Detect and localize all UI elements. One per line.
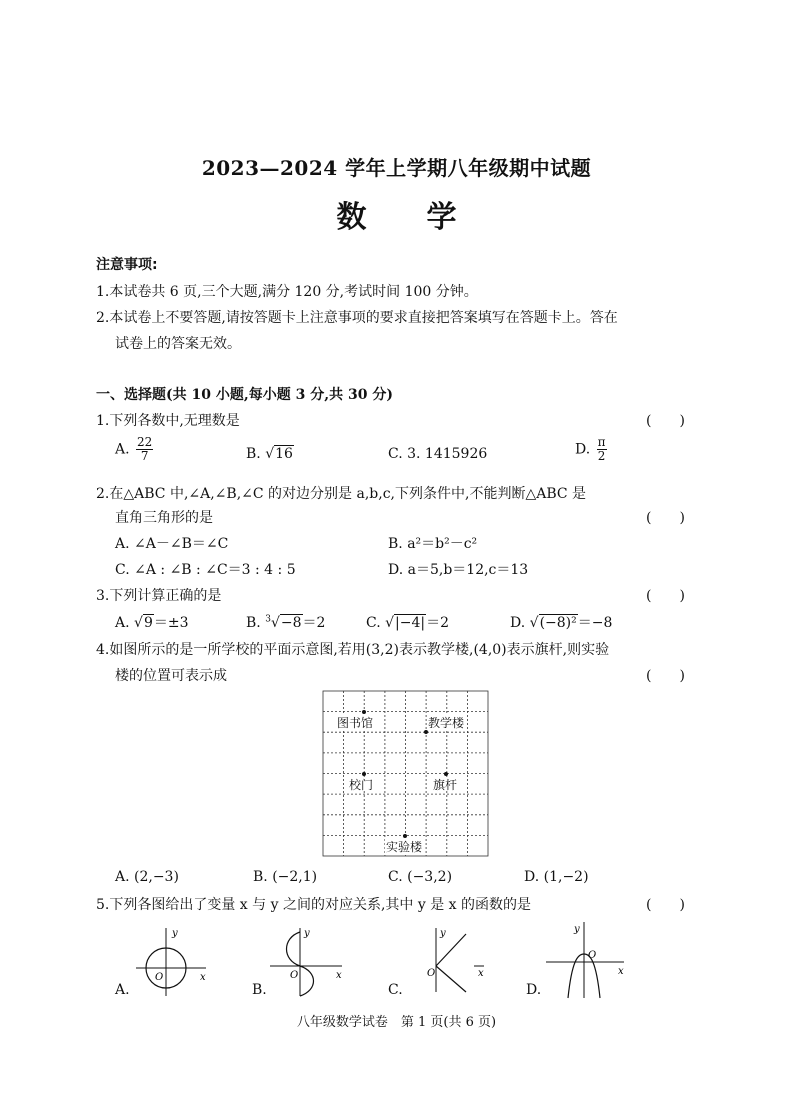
q5-graph-b bbox=[268, 926, 348, 998]
notes-heading: 注意事项: bbox=[96, 257, 158, 273]
graph-c-x-label: x bbox=[478, 968, 484, 979]
graph-b-origin: O bbox=[290, 970, 299, 981]
q3-b-result: ＝2 bbox=[302, 615, 326, 631]
q1-option-d bbox=[575, 436, 607, 463]
q1-a-label: A. bbox=[115, 441, 130, 458]
graph-d-y-label: y bbox=[574, 924, 580, 935]
graph-c-origin: O bbox=[427, 968, 436, 979]
q3-c-result: ＝2 bbox=[426, 615, 450, 631]
map-label-teaching: 教学楼 bbox=[428, 716, 465, 730]
question-2-stem-cont: 直角三角形的是 bbox=[115, 510, 213, 526]
question-1-stem: 1.下列各数中,无理数是 bbox=[96, 413, 240, 429]
graph-d-origin: O bbox=[588, 950, 597, 961]
answer-paren-3: ( ) bbox=[646, 588, 685, 604]
q2-option-b: B. a²＝b²－c² bbox=[388, 536, 478, 552]
exam-subject: 数学 bbox=[336, 200, 517, 235]
answer-paren-1: ( ) bbox=[646, 413, 685, 429]
sqrt-icon: √ bbox=[265, 446, 275, 462]
map-label-flagpole: 旗杆 bbox=[433, 778, 458, 792]
q1-d-label: D. bbox=[575, 441, 591, 458]
q2-option-d: D. a＝5,b＝12,c＝13 bbox=[388, 562, 529, 578]
teaching-point bbox=[424, 730, 428, 734]
q1-option-b bbox=[246, 446, 294, 462]
q3-d-result: ＝−8 bbox=[577, 615, 613, 631]
graph-b-x-label: x bbox=[336, 970, 342, 981]
q3-d-radicand: (−8)² bbox=[539, 615, 577, 631]
q3-option-b bbox=[246, 612, 325, 632]
question-4-stem: 4.如图所示的是一所学校的平面示意图,若用(3,2)表示教学楼,(4,0)表示旗杆,则实验 bbox=[96, 642, 610, 658]
q1-d-denominator: 2 bbox=[597, 449, 606, 463]
q1-a-numerator: 22 bbox=[137, 435, 153, 449]
answer-paren-5: ( ) bbox=[646, 897, 685, 913]
graph-c-y-label: y bbox=[440, 928, 446, 939]
q4-option-a: A. (2,−3) bbox=[115, 869, 179, 885]
q5-option-d: D. bbox=[526, 982, 542, 998]
q3-a-label: A. bbox=[115, 615, 130, 631]
note-item-2-cont: 试卷上的答案无效。 bbox=[115, 336, 241, 352]
sqrt-icon: √ bbox=[134, 615, 143, 631]
q3-b-index: 3 bbox=[265, 614, 271, 625]
question-3-stem: 3.下列计算正确的是 bbox=[96, 588, 222, 604]
sqrt-icon: √ bbox=[270, 615, 280, 631]
q3-c-radicand: |−4| bbox=[395, 615, 426, 631]
graph-d-x-label: x bbox=[618, 966, 624, 977]
q3-b-radicand: −8 bbox=[280, 615, 302, 631]
note-item-2: 2.本试卷上不要答题,请按答题卡上注意事项的要求直接把答案填写在答题卡上。答在 bbox=[96, 310, 618, 326]
q5-option-c: C. bbox=[388, 982, 403, 998]
question-5-stem: 5.下列各图给出了变量 x 与 y 之间的对应关系,其中 y 是 x 的函数的是 bbox=[96, 897, 532, 913]
section-heading: 一、选择题(共 10 小题,每小题 3 分,共 30 分) bbox=[96, 387, 393, 403]
q5-graph-d bbox=[544, 920, 630, 1000]
question-4-stem-cont: 楼的位置可表示成 bbox=[115, 668, 227, 684]
note-item-1: 1.本试卷共 6 页,三个大题,满分 120 分,考试时间 100 分钟。 bbox=[96, 284, 478, 300]
q5-option-b: B. bbox=[252, 982, 267, 998]
exam-title: 2023—2024 学年上学期八年级期中试题 bbox=[201, 156, 592, 180]
q3-a-result: ＝±3 bbox=[153, 615, 189, 631]
q1-b-label: B. bbox=[246, 446, 261, 462]
q3-option-d bbox=[510, 612, 612, 632]
flagpole-point bbox=[444, 772, 448, 776]
library-point bbox=[362, 710, 366, 714]
lab-point bbox=[403, 834, 407, 838]
graph-a-origin: O bbox=[155, 972, 164, 983]
q1-d-numerator: π bbox=[597, 435, 606, 449]
q3-a-radicand: 9 bbox=[143, 615, 153, 631]
q3-d-label: D. bbox=[510, 615, 526, 631]
q5-option-a: A. bbox=[115, 982, 130, 998]
q3-b-label: B. bbox=[246, 615, 261, 631]
map-label-gate: 校门 bbox=[349, 778, 374, 792]
graph-a-x-label: x bbox=[200, 972, 206, 983]
graph-b-y-label: y bbox=[304, 928, 310, 939]
q1-d-fraction bbox=[597, 436, 607, 463]
answer-paren-2: ( ) bbox=[646, 510, 685, 526]
q4-option-b: B. (−2,1) bbox=[253, 869, 318, 885]
q3-c-label: C. bbox=[366, 615, 381, 631]
q1-a-fraction bbox=[136, 436, 153, 463]
q5-graph-a bbox=[132, 926, 212, 998]
q2-option-c: C. ∠A : ∠B : ∠C＝3 : 4 : 5 bbox=[115, 562, 296, 578]
q1-b-radicand: 16 bbox=[275, 446, 293, 462]
q4-option-d: D. (1,−2) bbox=[524, 869, 589, 885]
q1-a-denominator: 7 bbox=[140, 449, 149, 463]
map-label-library: 图书馆 bbox=[337, 716, 374, 730]
map-label-lab: 实验楼 bbox=[386, 840, 423, 854]
q5-graph-c bbox=[420, 926, 500, 998]
school-map-grid bbox=[322, 690, 490, 860]
q3-option-a bbox=[115, 612, 189, 632]
answer-paren-4: ( ) bbox=[646, 668, 685, 684]
page-footer: 八年级数学试卷 第 1 页(共 6 页) bbox=[296, 1015, 497, 1030]
q1-option-c: C. 3. 1415926 bbox=[388, 446, 488, 462]
sqrt-icon: √ bbox=[529, 615, 539, 631]
q1-option-a bbox=[115, 436, 153, 463]
q2-option-a: A. ∠A－∠B＝∠C bbox=[115, 536, 229, 552]
q3-option-c bbox=[366, 612, 449, 632]
gate-point bbox=[362, 772, 366, 776]
question-2-stem: 2.在△ABC 中,∠A,∠B,∠C 的对边分别是 a,b,c,下列条件中,不能判断△ABC 是 bbox=[96, 486, 587, 502]
sqrt-icon: √ bbox=[385, 615, 395, 631]
q4-option-c: C. (−3,2) bbox=[388, 869, 453, 885]
graph-a-y-label: y bbox=[172, 928, 178, 939]
